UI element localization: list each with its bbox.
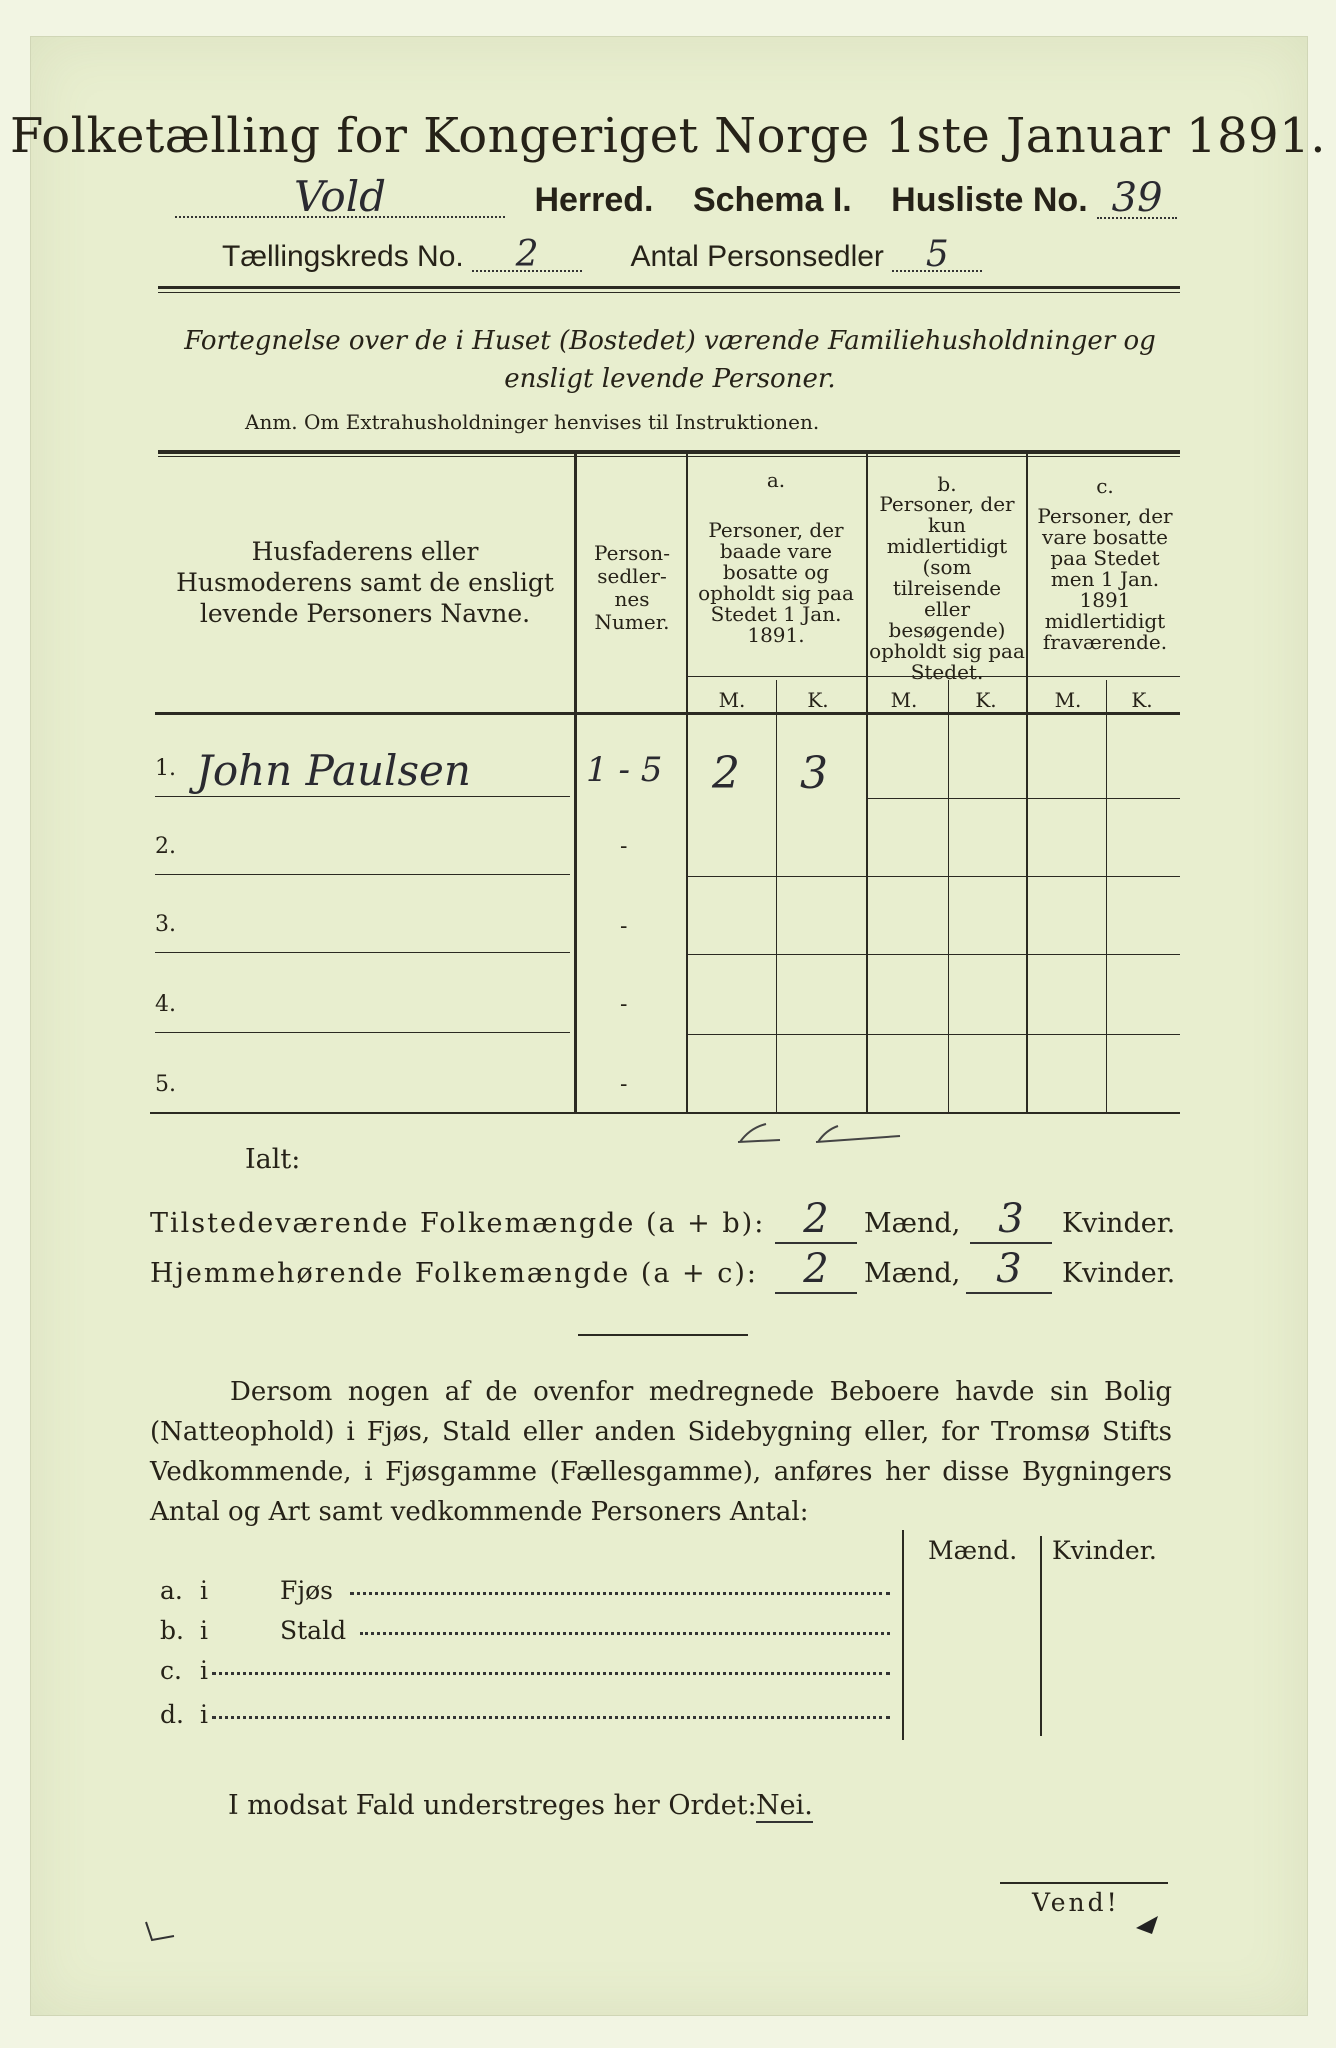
bolig-leader xyxy=(350,1592,890,1595)
col-b-k: K. xyxy=(975,688,997,712)
form-title: Folketælling for Kongeriget Norge 1ste Januar 1891. xyxy=(10,108,1326,164)
schema-label: Schema I. xyxy=(692,181,852,219)
row-numer: 1 - 5 xyxy=(586,750,663,790)
row-number: 4. xyxy=(155,992,176,1017)
bolig-item-letter: c. xyxy=(160,1656,182,1685)
col-a-letter: a. xyxy=(766,468,786,492)
husliste-value: 39 xyxy=(1097,179,1177,219)
kreds-value: 2 xyxy=(472,240,582,272)
row-numer: - xyxy=(620,834,628,859)
row-line-1b xyxy=(868,798,1180,799)
row-numer: - xyxy=(620,1072,628,1097)
col-rule-1 xyxy=(574,452,577,1114)
col-a-k: K. xyxy=(807,688,829,712)
bolig-item-letter: a. xyxy=(160,1576,183,1605)
bolig-item-i: i xyxy=(200,1656,208,1685)
col-b-letter: b. xyxy=(937,472,957,496)
hjemme-kvinder-field xyxy=(966,1246,1052,1294)
anm-note: Anm. Om Extrahusholdninger henvises til Instruktionen. xyxy=(245,410,820,434)
kreds-label: Tællingskreds No. xyxy=(222,240,464,273)
row-line-2 xyxy=(155,874,570,875)
bolig-item-label: Fjøs xyxy=(280,1576,333,1605)
tilstede-maend-value: 2 xyxy=(803,1196,829,1242)
kreds-line xyxy=(222,234,982,275)
col-rule-b-split xyxy=(948,680,949,1114)
hjemme-kvinder-value: 3 xyxy=(996,1246,1022,1292)
row-line-2b xyxy=(688,876,1180,877)
ialt-label: Ialt: xyxy=(245,1144,301,1175)
row-a-k: 3 xyxy=(800,748,828,799)
col-rule-c-split xyxy=(1106,680,1107,1114)
bolig-leader xyxy=(212,1716,890,1719)
header-rule xyxy=(158,286,1180,289)
hjemme-label: Hjemmehørende Folkemængde (a + c): xyxy=(150,1258,758,1289)
row-line-1 xyxy=(155,796,570,797)
modsat-text: I modsat Fald understreges her Ordet: xyxy=(228,1790,757,1821)
corner-mark-right xyxy=(1130,1900,1170,1940)
row-number: 5. xyxy=(155,1072,176,1097)
col-c-letter: c. xyxy=(1096,474,1114,498)
row-number: 1. xyxy=(155,756,176,781)
row-name: John Paulsen xyxy=(196,746,471,795)
col-b-m: M. xyxy=(890,688,918,712)
col-a-m: M. xyxy=(718,688,746,712)
maend-label: Mænd, xyxy=(864,1208,961,1239)
row-a-m: 2 xyxy=(712,748,740,799)
bolig-item-label: Stald xyxy=(280,1616,347,1645)
herred-line xyxy=(175,172,1177,221)
corner-mark-left xyxy=(140,1918,180,1948)
col-header-c: Personer, der vare bosatte paa Stedet men 1 Jan. 1891 midlertidigt fraværende. xyxy=(1037,504,1173,654)
kvinder-label: Kvinder. xyxy=(1062,1258,1176,1289)
bolig-paragraph: Dersom nogen af de ovenfor medregnede Beboere havde sin Bolig (Natteophold) i Fjøs, Stald eller anden Sidebygning eller, for Tromsø Stifts Vedkommende, i Fjøsgamme (Fællesgamme), anføres her disse Bygningers Antal og Art samt vedkommende Personers Antal: xyxy=(150,1377,1172,1527)
row-numer: - xyxy=(620,992,628,1017)
vend-label: Vend! xyxy=(1032,1888,1120,1917)
col-header-b: Personer, der kun midlertidigt (som tilreisende eller besøgende) opholdt sig paa Stedet. xyxy=(869,492,1025,684)
maend-label: Mænd, xyxy=(864,1258,961,1289)
bolig-leader xyxy=(360,1632,890,1635)
bolig-item-i: i xyxy=(200,1616,208,1645)
row-number: 3. xyxy=(155,912,176,937)
bolig-col-rule-1 xyxy=(902,1530,904,1740)
antal-label: Antal Personsedler xyxy=(630,240,884,273)
bolig-item-letter: d. xyxy=(160,1700,184,1729)
kvinder-label: Kvinder. xyxy=(1062,1208,1176,1239)
tilstede-kvinder-value: 3 xyxy=(998,1196,1024,1242)
bolig-item-i: i xyxy=(200,1700,208,1729)
pencil-tally-marks xyxy=(730,1120,910,1150)
row-line-3 xyxy=(155,952,570,953)
section-divider xyxy=(578,1334,748,1336)
hjemme-maend-value: 2 xyxy=(803,1246,829,1292)
row-line-3b xyxy=(688,954,1180,955)
col-header-numer: Person-sedler-nes Numer. xyxy=(594,541,670,634)
bolig-leader xyxy=(212,1672,890,1675)
header-rule-thin xyxy=(158,292,1180,293)
intro-text: Fortegnelse over de i Huset (Bostedet) værende Familiehusholdninger og ensligt levende Personer. xyxy=(184,326,1156,394)
row-line-4 xyxy=(155,1032,570,1033)
row-number: 2. xyxy=(155,834,176,859)
hjemme-maend-field xyxy=(775,1246,857,1294)
col-rule-a-split xyxy=(776,680,777,1114)
tilstede-maend-field xyxy=(775,1196,857,1244)
tilstede-kvinder-field xyxy=(970,1196,1052,1244)
col-c-k: K. xyxy=(1131,688,1153,712)
herred-value: Vold xyxy=(175,178,505,218)
bolig-col-maend: Mænd. xyxy=(928,1536,1018,1565)
row-numer: - xyxy=(620,914,628,939)
col-rule-2 xyxy=(686,452,688,1114)
vend-rule xyxy=(1000,1882,1168,1884)
bolig-col-rule-2 xyxy=(1040,1536,1042,1736)
tilstede-label: Tilstedeværende Folkemængde (a + b): xyxy=(150,1208,766,1239)
bolig-col-kvinder: Kvinder. xyxy=(1052,1536,1157,1565)
husliste-label: Husliste No. xyxy=(891,181,1088,219)
col-header-name: Husfaderens eller Husmoderens samt de ensligt levende Personers Navne. xyxy=(176,537,554,628)
herred-label: Herred. xyxy=(534,181,654,219)
col-header-a: Personer, der baade vare bosatte og opholdt sig paa Stedet 1 Jan. 1891. xyxy=(698,518,854,647)
col-c-m: M. xyxy=(1054,688,1082,712)
antal-value: 5 xyxy=(892,240,982,272)
nei-word: Nei. xyxy=(756,1790,813,1821)
bolig-item-i: i xyxy=(200,1576,208,1605)
row-line-4b xyxy=(688,1034,1180,1035)
col-rule-4 xyxy=(1026,452,1028,1114)
bolig-item-letter: b. xyxy=(160,1616,184,1645)
